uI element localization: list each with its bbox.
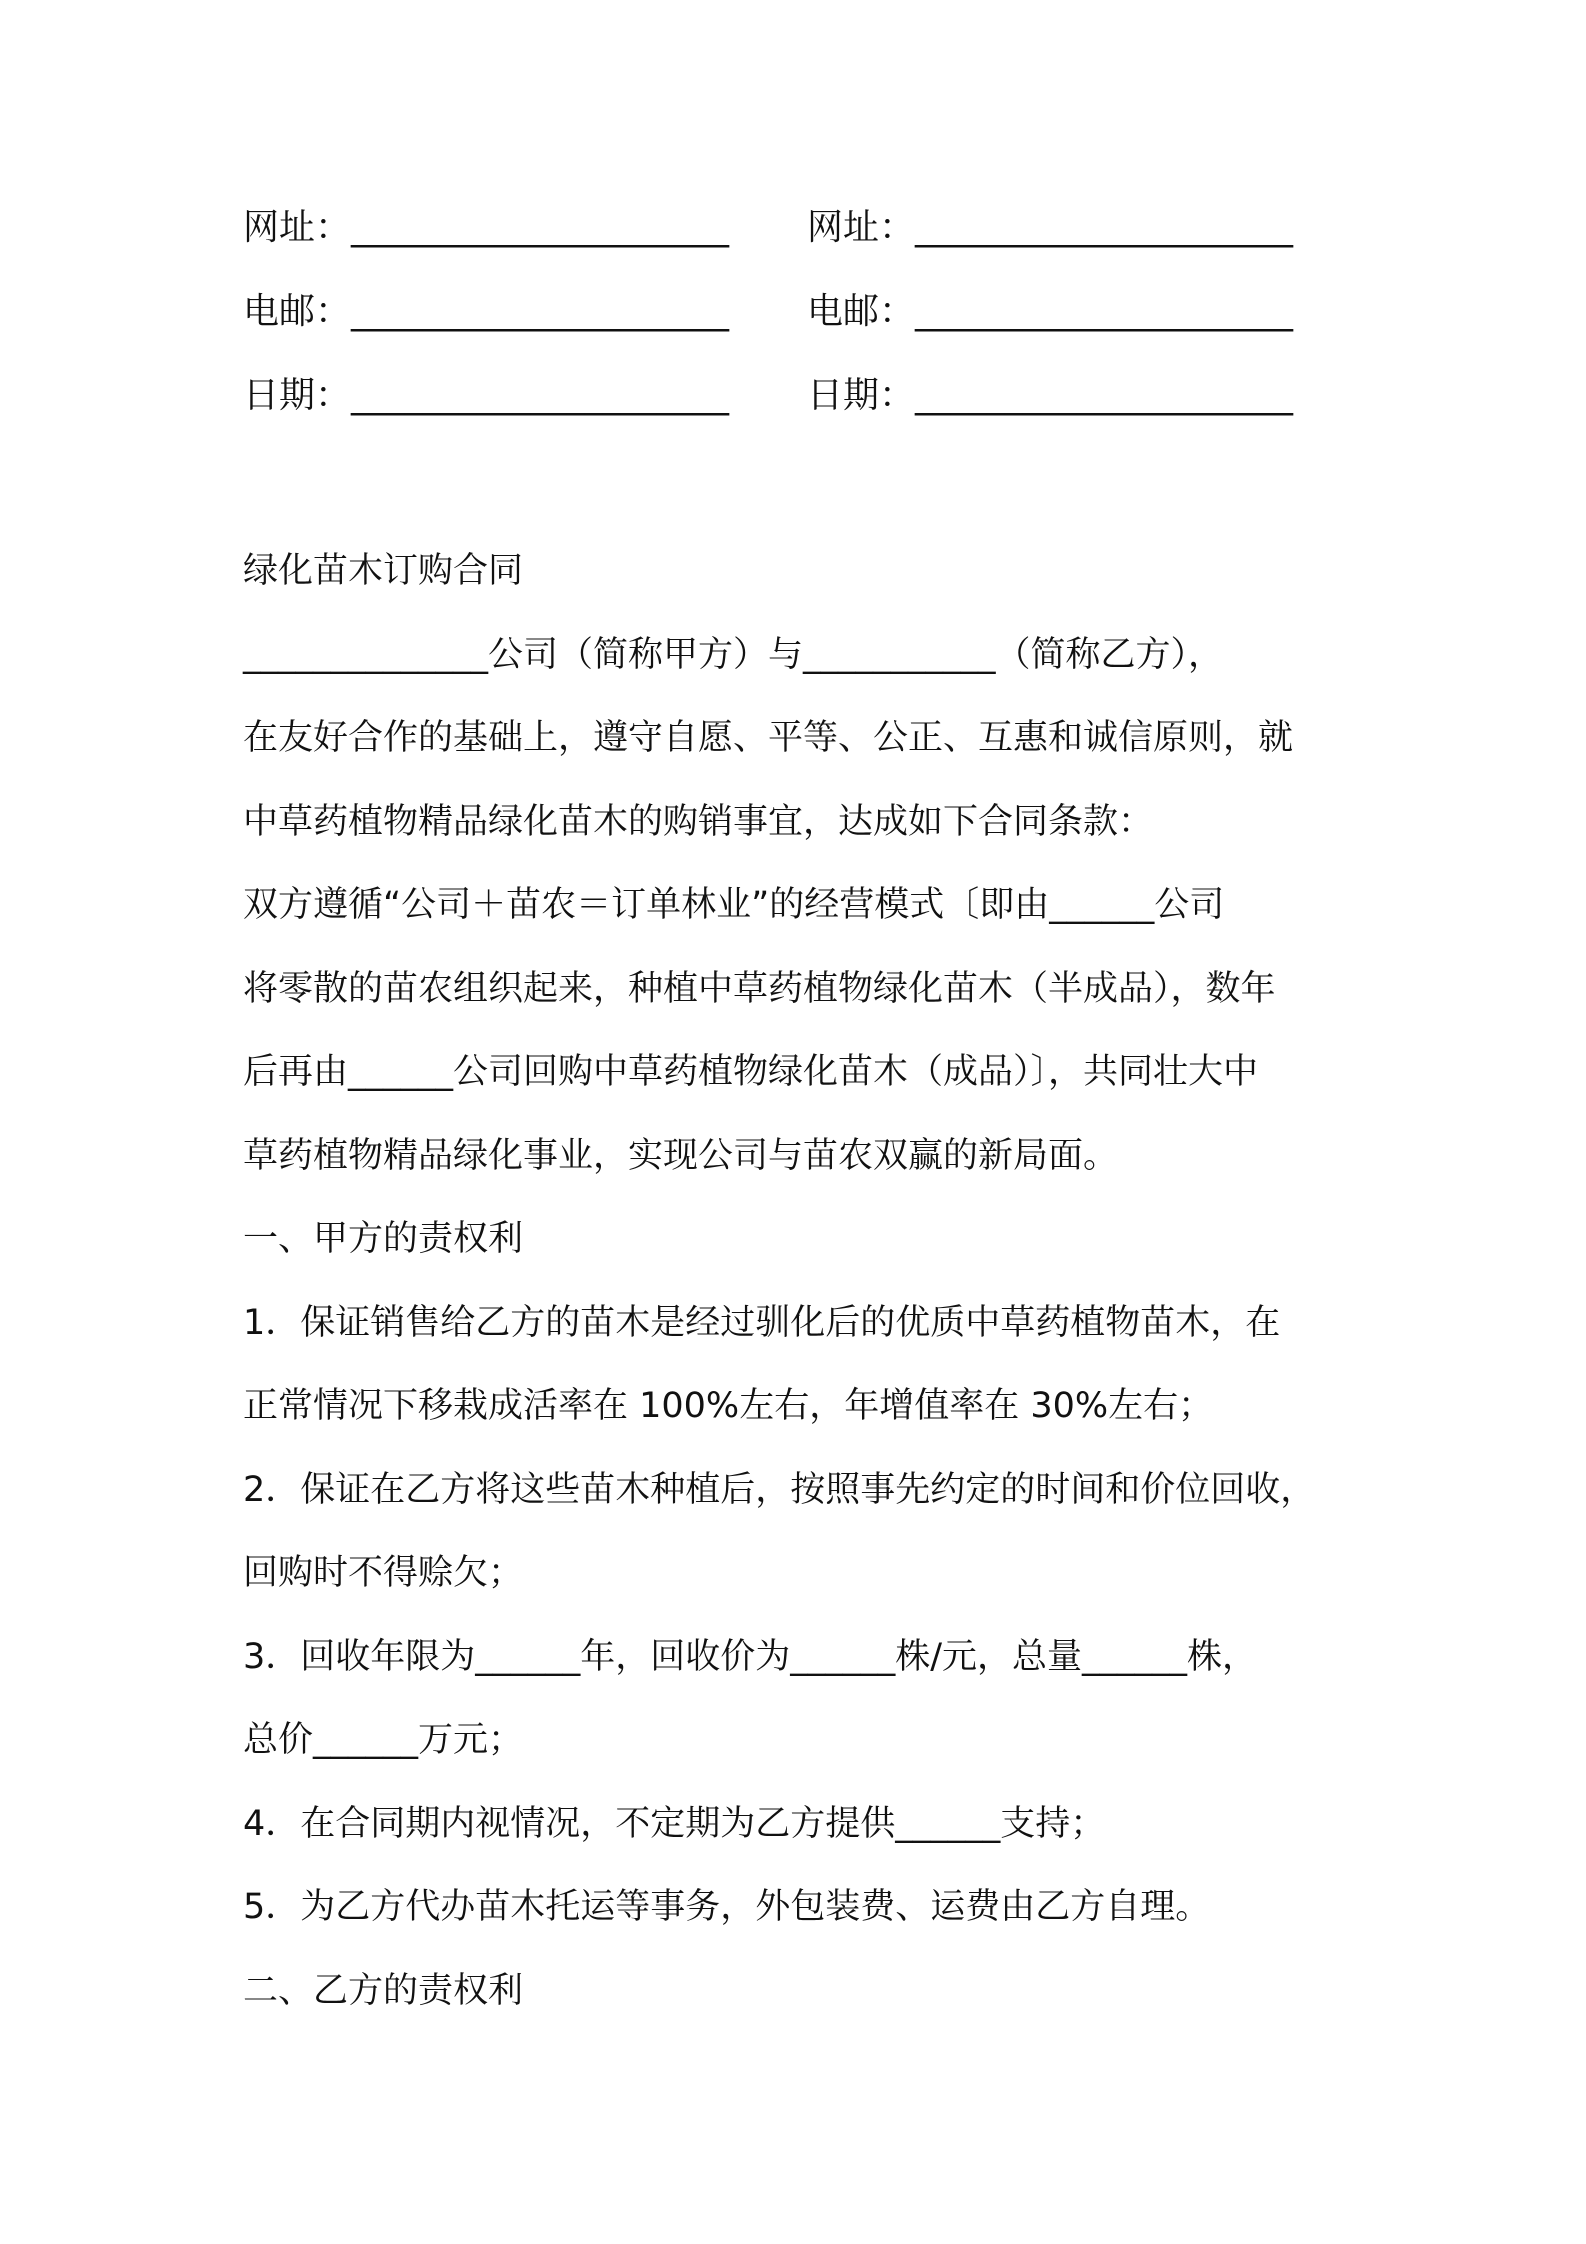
clause-line: 4．在合同期内视情况，不定期为乙方提供______支持；	[243, 1803, 1106, 1844]
clause-line: 总价______万元；	[243, 1720, 524, 1760]
section-heading-party-a: 一、甲方的责权利	[243, 1219, 524, 1259]
intro-line: 双方遵循“公司＋苗农＝订单林业”的经营模式〔即由______公司	[243, 885, 1225, 925]
clause-line: 5．为乙方代办苗木托运等事务，外包装费、运费由乙方自理。	[243, 1887, 1211, 1927]
contract-title: 绿化苗木订购合同	[243, 551, 524, 591]
intro-line: ______________公司（简称甲方）与___________（简称乙方），	[243, 634, 1224, 675]
clause-line: 回购时不得赊欠；	[243, 1553, 524, 1593]
contract-body	[243, 530, 1373, 2033]
section-heading-party-b: 二、乙方的责权利	[243, 1970, 524, 2011]
party-a-date-field[interactable]: 日期：_____________________	[243, 375, 730, 416]
clause-line: 3．回收年限为______年，回收价为______株/元，总量______株，	[243, 1636, 1258, 1677]
intro-line: 中草药植物精品绿化苗木的购销事宜，达成如下合同条款：	[243, 801, 1154, 842]
party-a-email-field[interactable]: 电邮：_____________________	[243, 291, 730, 332]
party-a-website-field[interactable]: 网址：_____________________	[243, 207, 730, 248]
intro-line: 草药植物精品绿化事业，实现公司与苗农双赢的新局面。	[243, 1135, 1119, 1176]
signature-row-website	[243, 198, 1363, 258]
signature-row-date	[243, 366, 1363, 426]
clause-line: 正常情况下移栽成活率在 100%左右，年增值率在 30%左右；	[243, 1386, 1214, 1426]
intro-line: 将零散的苗农组织起来，种植中草药植物绿化苗木（半成品），数年	[243, 968, 1276, 1009]
party-b-email-field[interactable]: 电邮：_____________________	[807, 291, 1294, 332]
intro-line: 在友好合作的基础上，遵守自愿、平等、公正、互惠和诚信原则，就	[243, 718, 1294, 758]
party-b-date-field[interactable]: 日期：_____________________	[807, 375, 1294, 416]
intro-line: 后再由______公司回购中草药植物绿化苗木（成品）〕，共同壮大中	[243, 1052, 1259, 1092]
clause-line: 2．保证在乙方将这些苗木种植后，按照事先约定的时间和价位回收，	[243, 1469, 1316, 1510]
party-b-website-field[interactable]: 网址：_____________________	[807, 207, 1294, 248]
clause-line: 1．保证销售给乙方的苗木是经过驯化后的优质中草药植物苗木，在	[243, 1302, 1281, 1343]
signature-row-email	[243, 282, 1363, 342]
